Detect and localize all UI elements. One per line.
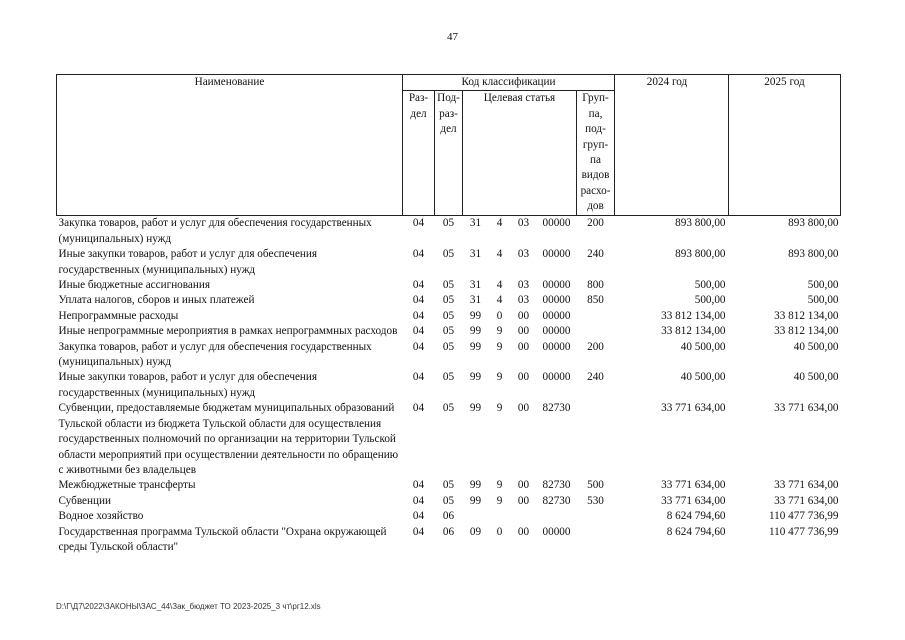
table-row bbox=[57, 478, 841, 493]
row-target-direction: 00000 bbox=[542, 294, 571, 307]
row-section: 04 bbox=[412, 371, 425, 384]
row-target-direction: 00000 bbox=[542, 371, 571, 384]
row-amount-2025: 33 771 634,00 bbox=[774, 402, 839, 415]
table-row bbox=[57, 247, 841, 278]
row-amount-2025: 33 812 134,00 bbox=[774, 309, 839, 322]
row-target-direction: 00000 bbox=[542, 340, 571, 353]
row-target-direction: 82730 bbox=[542, 494, 571, 507]
row-target-program: 99 bbox=[469, 309, 482, 322]
row-subsection: 05 bbox=[442, 479, 455, 492]
footer-file-path: D:\Г\Д7\2022\ЗАКОНЫ\ЗАС_44\Зак_бюджет ТО 2023-2025_3 чт\рг12.xls bbox=[56, 602, 321, 611]
row-amount-2024: 8 624 794,60 bbox=[666, 525, 726, 538]
row-expense-group: 800 bbox=[587, 279, 604, 292]
row-section: 04 bbox=[412, 525, 425, 538]
row-subsection: 05 bbox=[442, 294, 455, 307]
row-expense-group bbox=[577, 309, 615, 324]
row-amount-2025: 40 500,00 bbox=[793, 371, 839, 384]
row-target-program: 99 bbox=[469, 371, 482, 384]
row-expense-group: 200 bbox=[587, 340, 604, 353]
row-name: Иные закупки товаров, работ и услуг для обеспечения государственных (муниципальных) нужд bbox=[58, 248, 318, 276]
row-target-direction: 00000 bbox=[542, 325, 571, 338]
page-number: 47 bbox=[447, 31, 458, 43]
row-target-subprogram: 4 bbox=[496, 217, 503, 230]
row-name: Водное хозяйство bbox=[58, 510, 144, 523]
row-target-event: 00 bbox=[517, 402, 530, 415]
row-target-program: 99 bbox=[469, 402, 482, 415]
row-target-event: 00 bbox=[517, 325, 530, 338]
row-amount-2024: 33 771 634,00 bbox=[661, 494, 726, 507]
row-target-program: 99 bbox=[469, 479, 482, 492]
table-row bbox=[57, 278, 841, 293]
row-subsection: 05 bbox=[442, 217, 455, 230]
row-name: Закупка товаров, работ и услуг для обеспечения государственных (муниципальных) нужд bbox=[58, 217, 372, 245]
table-row bbox=[57, 494, 841, 509]
row-amount-2025: 893 800,00 bbox=[788, 248, 839, 261]
row-expense-group bbox=[577, 324, 615, 339]
table-row bbox=[57, 509, 841, 524]
row-target-event: 00 bbox=[517, 340, 530, 353]
row-target-subprogram: 4 bbox=[496, 294, 503, 307]
table-row bbox=[57, 309, 841, 324]
row-expense-group: 240 bbox=[587, 248, 604, 261]
row-section: 04 bbox=[412, 279, 425, 292]
row-subsection: 05 bbox=[442, 325, 455, 338]
row-amount-2024: 893 800,00 bbox=[675, 217, 726, 230]
row-subsection: 05 bbox=[442, 494, 455, 507]
row-section: 04 bbox=[412, 325, 425, 338]
row-name: Иные бюджетные ассигнования bbox=[58, 279, 210, 292]
row-amount-2024: 33 771 634,00 bbox=[661, 402, 726, 415]
row-subsection: 06 bbox=[442, 525, 455, 538]
table-row bbox=[57, 293, 841, 308]
table-row bbox=[57, 370, 841, 401]
row-amount-2025: 500,00 bbox=[807, 294, 839, 307]
row-amount-2024: 8 624 794,60 bbox=[666, 510, 726, 523]
row-target-event: 03 bbox=[517, 294, 530, 307]
row-section: 04 bbox=[412, 294, 425, 307]
row-target-subprogram: 4 bbox=[496, 248, 503, 261]
row-target-event: 00 bbox=[517, 525, 530, 538]
row-target-program: 99 bbox=[469, 340, 482, 353]
row-target-program: 09 bbox=[469, 525, 482, 538]
row-target-subprogram bbox=[489, 509, 511, 524]
row-section: 04 bbox=[412, 479, 425, 492]
row-target-direction: 00000 bbox=[542, 248, 571, 261]
row-expense-group: 240 bbox=[587, 371, 604, 384]
row-name: Непрограммные расходы bbox=[58, 309, 179, 322]
row-target-program: 31 bbox=[469, 248, 482, 261]
row-name: Закупка товаров, работ и услуг для обеспечения государственных (муниципальных) нужд bbox=[58, 340, 372, 369]
row-subsection: 05 bbox=[442, 248, 455, 261]
row-target-program bbox=[463, 509, 489, 524]
row-target-subprogram: 9 bbox=[496, 340, 503, 353]
row-target-subprogram: 9 bbox=[496, 325, 503, 338]
row-target-subprogram: 0 bbox=[496, 309, 503, 322]
row-amount-2025: 33 771 634,00 bbox=[774, 494, 839, 507]
header-classification: Код классификации bbox=[403, 75, 615, 91]
table-row bbox=[57, 340, 841, 371]
row-amount-2024: 500,00 bbox=[694, 279, 726, 292]
row-target-event: 00 bbox=[517, 371, 530, 384]
row-name: Иные закупки товаров, работ и услуг для обеспечения государственных (муниципальных) нужд bbox=[58, 371, 318, 399]
row-target-subprogram: 4 bbox=[496, 279, 503, 292]
row-target-subprogram: 0 bbox=[496, 525, 503, 538]
row-name: Уплата налогов, сборов и иных платежей bbox=[58, 294, 255, 307]
row-section: 04 bbox=[412, 494, 425, 507]
row-target-subprogram: 9 bbox=[496, 479, 503, 492]
budget-table bbox=[56, 74, 841, 555]
row-name: Субвенции, предоставляемые бюджетам муниципальных образований Тульской области из бюджета Тульской области для осуществления государственных полномочий по организации на территории Тульской области мероприятий при осуществлении деятельности по обращению с животными без владельцев bbox=[58, 402, 399, 476]
row-target-event: 00 bbox=[517, 494, 530, 507]
row-amount-2024: 40 500,00 bbox=[680, 371, 726, 384]
row-amount-2025: 33 771 634,00 bbox=[774, 479, 839, 492]
row-target-subprogram: 9 bbox=[496, 494, 503, 507]
row-name: Межбюджетные трансферты bbox=[58, 479, 196, 492]
row-target-program: 31 bbox=[469, 217, 482, 230]
header-year-2025: 2025 год bbox=[729, 75, 841, 216]
row-target-direction bbox=[537, 509, 577, 524]
row-amount-2024: 33 771 634,00 bbox=[661, 479, 726, 492]
row-target-direction: 82730 bbox=[542, 479, 571, 492]
table-body bbox=[57, 216, 841, 555]
row-section: 04 bbox=[412, 248, 425, 261]
row-amount-2025: 893 800,00 bbox=[788, 217, 839, 230]
row-target-event: 00 bbox=[517, 479, 530, 492]
row-name: Субвенции bbox=[58, 494, 111, 507]
header-subsection: Под- раз- дел bbox=[435, 91, 463, 216]
row-section: 04 bbox=[412, 340, 425, 353]
row-amount-2025: 33 812 134,00 bbox=[774, 325, 839, 338]
row-target-subprogram: 9 bbox=[496, 371, 503, 384]
row-expense-group bbox=[577, 525, 615, 556]
row-target-program: 31 bbox=[469, 279, 482, 292]
row-target-event: 00 bbox=[517, 309, 530, 322]
row-target-event: 03 bbox=[517, 217, 530, 230]
row-amount-2024: 500,00 bbox=[694, 294, 726, 307]
row-amount-2024: 33 812 134,00 bbox=[661, 309, 726, 322]
header-expense-group: Груп- па, под- груп- па видов расхо- дов bbox=[577, 91, 615, 216]
row-expense-group bbox=[577, 509, 615, 524]
row-target-direction: 00000 bbox=[542, 217, 571, 230]
header-year-2024: 2024 год bbox=[615, 75, 729, 216]
row-target-event: 03 bbox=[517, 279, 530, 292]
table-row bbox=[57, 216, 841, 247]
row-section: 04 bbox=[412, 309, 425, 322]
row-target-program: 99 bbox=[469, 494, 482, 507]
row-amount-2025: 40 500,00 bbox=[793, 340, 839, 353]
row-amount-2025: 500,00 bbox=[807, 279, 839, 292]
table-row bbox=[57, 525, 841, 556]
row-name: Иные непрограммные мероприятия в рамках непрограммных расходов bbox=[58, 325, 398, 338]
row-section: 04 bbox=[412, 402, 425, 415]
row-section: 04 bbox=[412, 510, 425, 523]
row-section: 04 bbox=[412, 217, 425, 230]
header-name: Наименование bbox=[57, 75, 403, 216]
row-subsection: 06 bbox=[442, 510, 455, 523]
row-target-program: 99 bbox=[469, 325, 482, 338]
row-amount-2024: 893 800,00 bbox=[675, 248, 726, 261]
row-amount-2025: 110 477 736,99 bbox=[768, 525, 839, 538]
header-target-article: Целевая статья bbox=[463, 91, 577, 216]
row-target-direction: 00000 bbox=[542, 279, 571, 292]
row-target-direction: 82730 bbox=[542, 402, 571, 415]
row-target-event: 03 bbox=[517, 248, 530, 261]
row-name: Государственная программа Тульской области "Охрана окружающей среды Тульской области" bbox=[58, 525, 387, 553]
row-subsection: 05 bbox=[442, 309, 455, 322]
row-expense-group: 200 bbox=[587, 217, 604, 230]
row-subsection: 05 bbox=[442, 371, 455, 384]
row-subsection: 05 bbox=[442, 279, 455, 292]
row-target-direction: 00000 bbox=[542, 309, 571, 322]
row-amount-2025: 110 477 736,99 bbox=[768, 510, 839, 523]
row-target-subprogram: 9 bbox=[496, 402, 503, 415]
table-row bbox=[57, 401, 841, 478]
table-header bbox=[57, 75, 841, 216]
row-subsection: 05 bbox=[442, 402, 455, 415]
row-amount-2024: 40 500,00 bbox=[680, 340, 726, 353]
row-subsection: 05 bbox=[442, 340, 455, 353]
table-row bbox=[57, 324, 841, 339]
row-target-direction: 00000 bbox=[542, 525, 571, 538]
row-expense-group: 530 bbox=[587, 494, 604, 507]
row-expense-group bbox=[577, 401, 615, 478]
row-target-event bbox=[511, 509, 537, 524]
row-target-program: 31 bbox=[469, 294, 482, 307]
row-expense-group: 500 bbox=[587, 479, 604, 492]
row-expense-group: 850 bbox=[587, 294, 604, 307]
row-amount-2024: 33 812 134,00 bbox=[661, 325, 726, 338]
header-section: Раз- дел bbox=[403, 91, 435, 216]
